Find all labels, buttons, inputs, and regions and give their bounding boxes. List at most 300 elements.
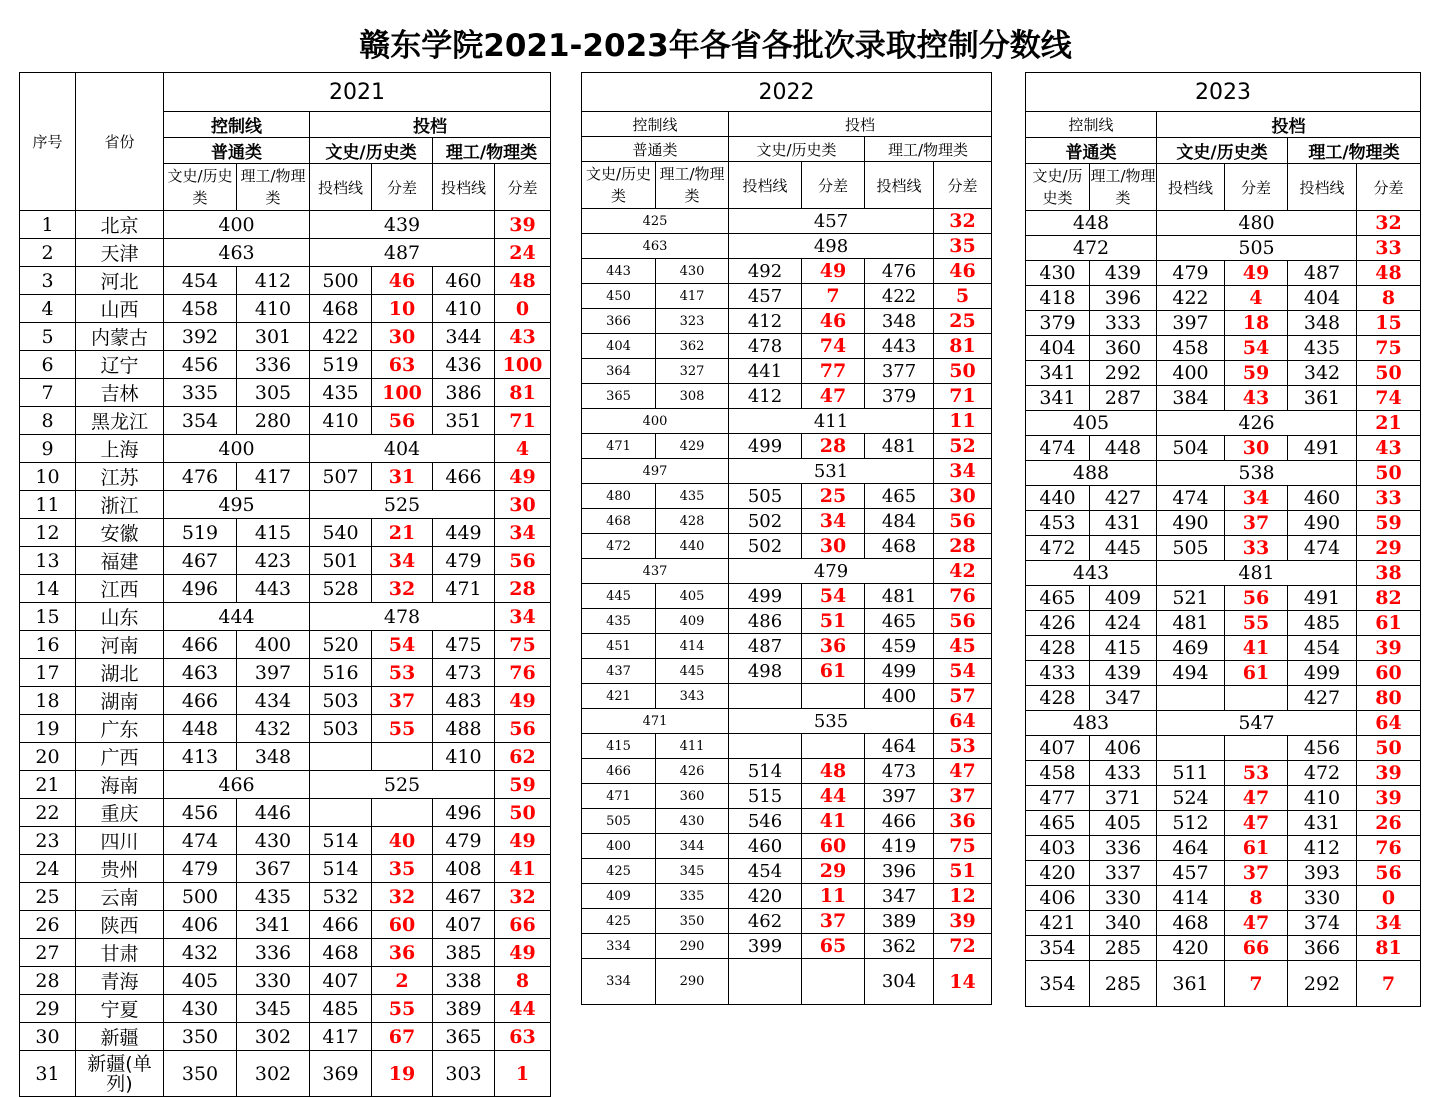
diff-wenshi-value: 100 xyxy=(372,379,433,407)
toudang-wenshi-value: 490 xyxy=(1157,511,1225,536)
toudang-ligong-value: 465 xyxy=(865,484,934,509)
diff-ligong-value: 46 xyxy=(934,259,992,284)
row-province: 云南 xyxy=(76,883,164,911)
toudang-wenshi-value: 454 xyxy=(729,859,802,884)
header-ligong-sub: 理工/物理类 xyxy=(1090,167,1156,207)
table-row xyxy=(20,435,551,463)
control-line-value: 483 xyxy=(1026,711,1157,736)
toudang-wenshi-value: 410 xyxy=(310,407,372,435)
header-ligong-sub: 理工/物理类 xyxy=(240,167,306,207)
row-province: 黑龙江 xyxy=(76,407,164,435)
diff-ligong-value: 56 xyxy=(495,547,551,575)
toudang-wenshi-value: 514 xyxy=(729,759,802,784)
control-wenshi-value: 479 xyxy=(164,855,237,883)
header-toudang: 投档 xyxy=(310,112,551,138)
toudang-ligong-value: 338 xyxy=(433,967,495,995)
diff-ligong-value: 71 xyxy=(495,407,551,435)
control-ligong-value: 335 xyxy=(656,884,729,909)
toudang-wenshi-value: 422 xyxy=(1157,286,1225,311)
control-wenshi-value: 477 xyxy=(1026,786,1090,811)
toudang-ligong-value: 361 xyxy=(1288,386,1357,411)
control-ligong-value: 360 xyxy=(656,784,729,809)
control-wenshi-value: 406 xyxy=(1026,886,1090,911)
toudang-ligong-value: 410 xyxy=(433,295,495,323)
toudang-ligong-value: 490 xyxy=(1288,511,1357,536)
table-row xyxy=(1026,911,1421,936)
control-ligong-value: 337 xyxy=(1090,861,1157,886)
toudang-ligong-value: 397 xyxy=(865,784,934,809)
diff-wenshi-value: 37 xyxy=(1225,861,1288,886)
toudang-wenshi-value: 412 xyxy=(729,309,802,334)
control-ligong-value: 323 xyxy=(656,309,729,334)
toudang-line-value: 547 xyxy=(1157,711,1357,736)
diff-ligong-value: 39 xyxy=(934,909,992,934)
table-row xyxy=(582,709,992,734)
row-province: 重庆 xyxy=(76,799,164,827)
toudang-line-value: 525 xyxy=(310,771,495,799)
table-row xyxy=(20,575,551,603)
control-wenshi-value: 354 xyxy=(1026,936,1090,961)
control-ligong-value: 367 xyxy=(237,855,310,883)
table-row xyxy=(582,334,992,359)
toudang-ligong-value: 386 xyxy=(433,379,495,407)
diff-value: 64 xyxy=(1357,711,1421,736)
table-row xyxy=(1026,961,1421,1007)
toudang-ligong-value: 377 xyxy=(865,359,934,384)
diff-ligong-value: 75 xyxy=(495,631,551,659)
diff-ligong-value: 50 xyxy=(495,799,551,827)
row-province: 内蒙古 xyxy=(76,323,164,351)
table-row xyxy=(1026,336,1421,361)
table-row xyxy=(582,259,992,284)
diff-ligong-value: 0 xyxy=(1357,886,1421,911)
diff-ligong-value: 49 xyxy=(495,687,551,715)
diff-ligong-value: 82 xyxy=(1357,586,1421,611)
diff-wenshi-value: 61 xyxy=(1225,661,1288,686)
diff-ligong-value: 63 xyxy=(495,1023,551,1051)
header-toudang-line: 投档线 xyxy=(1288,164,1357,211)
row-province: 河南 xyxy=(76,631,164,659)
diff-ligong-value: 0 xyxy=(495,295,551,323)
header-diff: 分差 xyxy=(802,162,865,209)
row-index: 17 xyxy=(20,659,76,687)
toudang-ligong-value: 389 xyxy=(865,909,934,934)
control-ligong-value: 431 xyxy=(1090,511,1157,536)
toudang-wenshi-value: 501 xyxy=(310,547,372,575)
control-line-value: 444 xyxy=(164,603,310,631)
row-province: 安徽 xyxy=(76,519,164,547)
control-ligong-value: 302 xyxy=(237,1051,310,1097)
diff-ligong-value: 28 xyxy=(934,534,992,559)
toudang-ligong-value: 422 xyxy=(865,284,934,309)
control-line-value: 443 xyxy=(1026,561,1157,586)
header-toudang-line: 投档线 xyxy=(729,162,802,209)
table-row xyxy=(20,687,551,715)
control-ligong-value: 423 xyxy=(237,547,310,575)
toudang-ligong-value: 479 xyxy=(433,827,495,855)
control-wenshi-value: 418 xyxy=(1026,286,1090,311)
control-wenshi-value: 379 xyxy=(1026,311,1090,336)
toudang-ligong-value: 460 xyxy=(1288,486,1357,511)
toudang-wenshi-value: 499 xyxy=(729,434,802,459)
row-index: 16 xyxy=(20,631,76,659)
header-wenshi-sub: 文史/历史类 xyxy=(585,165,652,205)
toudang-wenshi-value: 505 xyxy=(1157,536,1225,561)
table-row xyxy=(1026,561,1421,586)
table-2021 xyxy=(19,72,551,1097)
table-row xyxy=(1026,286,1421,311)
row-province: 广西 xyxy=(76,743,164,771)
diff-ligong-value: 30 xyxy=(934,484,992,509)
diff-ligong-value: 7 xyxy=(1357,961,1421,1007)
table-row xyxy=(1026,736,1421,761)
diff-value: 32 xyxy=(1357,211,1421,236)
control-wenshi-value: 364 xyxy=(582,359,656,384)
header-toudang: 投档 xyxy=(729,112,992,137)
table-row xyxy=(1026,836,1421,861)
control-wenshi-value: 454 xyxy=(164,267,237,295)
toudang-ligong-value: 491 xyxy=(1288,586,1357,611)
diff-ligong-value: 44 xyxy=(495,995,551,1023)
row-index: 23 xyxy=(20,827,76,855)
header-toudang-line: 投档线 xyxy=(433,164,495,211)
toudang-ligong-value: 467 xyxy=(433,883,495,911)
row-index: 18 xyxy=(20,687,76,715)
control-ligong-value: 427 xyxy=(1090,486,1157,511)
diff-wenshi-value: 41 xyxy=(802,809,865,834)
table-row xyxy=(582,809,992,834)
table-row xyxy=(1026,511,1421,536)
table-row xyxy=(582,509,992,534)
table-row xyxy=(20,491,551,519)
header-diff: 分差 xyxy=(934,162,992,209)
header-wenshi-sub: 文史/历史类 xyxy=(1032,167,1083,207)
row-province: 山东 xyxy=(76,603,164,631)
table-row xyxy=(1026,236,1421,261)
diff-ligong-value: 76 xyxy=(1357,836,1421,861)
control-line-value: 405 xyxy=(1026,411,1157,436)
toudang-wenshi-value: 468 xyxy=(310,295,372,323)
control-wenshi-value: 467 xyxy=(164,547,237,575)
table-row xyxy=(1026,211,1421,236)
diff-wenshi-value: 49 xyxy=(802,259,865,284)
row-province: 青海 xyxy=(76,967,164,995)
row-province: 河北 xyxy=(76,267,164,295)
table-row xyxy=(582,434,992,459)
control-ligong-value: 410 xyxy=(237,295,310,323)
control-ligong-value: 434 xyxy=(237,687,310,715)
table-row xyxy=(20,295,551,323)
diff-ligong-value: 15 xyxy=(1357,311,1421,336)
control-ligong-value: 405 xyxy=(1090,811,1157,836)
header-control-line: 控制线 xyxy=(1026,112,1157,138)
control-wenshi-value: 471 xyxy=(582,434,656,459)
control-ligong-value: 290 xyxy=(656,934,729,959)
toudang-wenshi-value xyxy=(729,734,802,759)
toudang-wenshi-value xyxy=(310,799,372,827)
toudang-line-value: 505 xyxy=(1157,236,1357,261)
diff-wenshi-value: 54 xyxy=(802,584,865,609)
row-index: 10 xyxy=(20,463,76,491)
diff-wenshi-value: 77 xyxy=(802,359,865,384)
diff-wenshi-value xyxy=(1225,736,1288,761)
diff-wenshi-value: 30 xyxy=(1225,436,1288,461)
toudang-ligong-value: 400 xyxy=(865,684,934,709)
toudang-ligong-value: 487 xyxy=(1288,261,1357,286)
table-row xyxy=(20,799,551,827)
table-row xyxy=(582,309,992,334)
toudang-wenshi-value: 505 xyxy=(729,484,802,509)
header-toudang-line: 投档线 xyxy=(1157,164,1225,211)
toudang-wenshi-value: 516 xyxy=(310,659,372,687)
table-row xyxy=(1026,711,1421,736)
control-line-value: 466 xyxy=(164,771,310,799)
toudang-ligong-value: 499 xyxy=(865,659,934,684)
control-wenshi-value: 335 xyxy=(164,379,237,407)
toudang-ligong-value: 427 xyxy=(1288,686,1357,711)
diff-ligong-value: 66 xyxy=(495,911,551,939)
diff-ligong-value: 28 xyxy=(495,575,551,603)
table-row xyxy=(20,1051,551,1097)
toudang-ligong-value: 385 xyxy=(433,939,495,967)
toudang-ligong-value: 365 xyxy=(433,1023,495,1051)
diff-wenshi-value: 61 xyxy=(802,659,865,684)
diff-ligong-value: 56 xyxy=(934,609,992,634)
diff-wenshi-value: 7 xyxy=(802,284,865,309)
toudang-wenshi-value: 524 xyxy=(1157,786,1225,811)
row-index: 3 xyxy=(20,267,76,295)
control-wenshi-value: 476 xyxy=(164,463,237,491)
toudang-wenshi-value: 512 xyxy=(1157,811,1225,836)
toudang-ligong-value: 460 xyxy=(433,267,495,295)
header-ligong: 理工/物理类 xyxy=(433,138,551,164)
diff-ligong-value: 76 xyxy=(495,659,551,687)
diff-ligong-value: 39 xyxy=(1357,636,1421,661)
diff-value: 38 xyxy=(1357,561,1421,586)
control-ligong-value: 343 xyxy=(656,684,729,709)
diff-wenshi-value: 74 xyxy=(802,334,865,359)
diff-wenshi-value: 29 xyxy=(802,859,865,884)
diff-ligong-value: 8 xyxy=(1357,286,1421,311)
control-wenshi-value: 463 xyxy=(164,659,237,687)
diff-ligong-value: 80 xyxy=(1357,686,1421,711)
control-wenshi-value: 334 xyxy=(582,934,656,959)
toudang-wenshi-value xyxy=(1157,736,1225,761)
table-row xyxy=(1026,661,1421,686)
table-row xyxy=(1026,811,1421,836)
diff-wenshi-value: 47 xyxy=(1225,811,1288,836)
toudang-wenshi-value: 481 xyxy=(1157,611,1225,636)
toudang-wenshi-value: 369 xyxy=(310,1051,372,1097)
diff-value: 35 xyxy=(934,234,992,259)
diff-ligong-value: 72 xyxy=(934,934,992,959)
toudang-line-value: 457 xyxy=(729,209,934,234)
toudang-ligong-value: 351 xyxy=(433,407,495,435)
table-row xyxy=(20,323,551,351)
table-row xyxy=(20,771,551,799)
toudang-wenshi-value: 464 xyxy=(1157,836,1225,861)
control-wenshi-value: 334 xyxy=(582,959,656,1005)
control-line-value: 400 xyxy=(582,409,729,434)
control-wenshi-value: 466 xyxy=(582,759,656,784)
control-wenshi-value: 437 xyxy=(582,659,656,684)
control-wenshi-value: 400 xyxy=(582,834,656,859)
control-wenshi-value: 341 xyxy=(1026,361,1090,386)
toudang-ligong-value: 496 xyxy=(433,799,495,827)
control-line-value: 448 xyxy=(1026,211,1157,236)
table-row xyxy=(20,883,551,911)
table-row xyxy=(582,634,992,659)
control-ligong-value: 308 xyxy=(656,384,729,409)
toudang-line-value: 535 xyxy=(729,709,934,734)
table-row xyxy=(20,351,551,379)
table-row xyxy=(582,659,992,684)
diff-ligong-value: 76 xyxy=(934,584,992,609)
header-wenshi: 文史/历史类 xyxy=(310,138,433,164)
control-wenshi-value: 421 xyxy=(1026,911,1090,936)
table-row xyxy=(20,519,551,547)
diff-ligong-value: 32 xyxy=(495,883,551,911)
diff-wenshi-value: 19 xyxy=(372,1051,433,1097)
table-row xyxy=(582,484,992,509)
control-line-value: 472 xyxy=(1026,236,1157,261)
control-wenshi-value: 450 xyxy=(582,284,656,309)
toudang-wenshi-value: 514 xyxy=(310,827,372,855)
row-province: 宁夏 xyxy=(76,995,164,1023)
table-row xyxy=(1026,311,1421,336)
control-wenshi-value: 430 xyxy=(1026,261,1090,286)
row-index: 9 xyxy=(20,435,76,463)
control-wenshi-value: 505 xyxy=(582,809,656,834)
control-ligong-value: 417 xyxy=(237,463,310,491)
diff-ligong-value: 51 xyxy=(934,859,992,884)
control-wenshi-value: 350 xyxy=(164,1051,237,1097)
header-diff: 分差 xyxy=(1357,164,1421,211)
control-ligong-value: 448 xyxy=(1090,436,1157,461)
control-ligong-value: 432 xyxy=(237,715,310,743)
toudang-ligong-value: 330 xyxy=(1288,886,1357,911)
diff-wenshi-value: 47 xyxy=(1225,911,1288,936)
header-toudang-line: 投档线 xyxy=(310,164,372,211)
table-row xyxy=(1026,936,1421,961)
control-ligong-value: 430 xyxy=(237,827,310,855)
control-ligong-value: 305 xyxy=(237,379,310,407)
toudang-ligong-value: 366 xyxy=(1288,936,1357,961)
row-index: 20 xyxy=(20,743,76,771)
toudang-line-value: 478 xyxy=(310,603,495,631)
toudang-line-value: 439 xyxy=(310,211,495,239)
toudang-wenshi-value: 417 xyxy=(310,1023,372,1051)
table-row xyxy=(20,211,551,239)
toudang-wenshi-value: 503 xyxy=(310,715,372,743)
row-index: 15 xyxy=(20,603,76,631)
diff-value: 42 xyxy=(934,559,992,584)
toudang-wenshi-value: 479 xyxy=(1157,261,1225,286)
diff-wenshi-value xyxy=(802,734,865,759)
toudang-ligong-value: 348 xyxy=(865,309,934,334)
diff-ligong-value: 37 xyxy=(934,784,992,809)
toudang-wenshi-value: 478 xyxy=(729,334,802,359)
control-wenshi-value: 426 xyxy=(1026,611,1090,636)
diff-wenshi-value: 33 xyxy=(1225,536,1288,561)
table-row xyxy=(582,234,992,259)
toudang-ligong-value: 410 xyxy=(433,743,495,771)
diff-wenshi-value: 11 xyxy=(802,884,865,909)
toudang-wenshi-value: 384 xyxy=(1157,386,1225,411)
toudang-wenshi-value: 494 xyxy=(1157,661,1225,686)
table-row xyxy=(1026,536,1421,561)
header-putong: 普通类 xyxy=(1026,138,1157,164)
toudang-ligong-value: 481 xyxy=(865,434,934,459)
diff-ligong-value: 8 xyxy=(495,967,551,995)
control-wenshi-value: 468 xyxy=(582,509,656,534)
diff-value: 34 xyxy=(495,603,551,631)
toudang-wenshi-value: 519 xyxy=(310,351,372,379)
toudang-ligong-value: 499 xyxy=(1288,661,1357,686)
toudang-ligong-value: 466 xyxy=(865,809,934,834)
control-wenshi-value: 366 xyxy=(582,309,656,334)
header-wenshi: 文史/历史类 xyxy=(1157,138,1288,164)
diff-wenshi-value: 56 xyxy=(1225,586,1288,611)
diff-wenshi-value: 60 xyxy=(372,911,433,939)
table-row xyxy=(20,239,551,267)
diff-wenshi-value: 4 xyxy=(1225,286,1288,311)
table-row xyxy=(20,855,551,883)
control-line-value: 497 xyxy=(582,459,729,484)
toudang-ligong-value: 443 xyxy=(865,334,934,359)
diff-wenshi-value: 46 xyxy=(802,309,865,334)
toudang-line-value: 538 xyxy=(1157,461,1357,486)
header-toudang-line: 投档线 xyxy=(865,162,934,209)
control-line-value: 437 xyxy=(582,559,729,584)
diff-value: 33 xyxy=(1357,236,1421,261)
row-province: 天津 xyxy=(76,239,164,267)
control-ligong-value: 405 xyxy=(656,584,729,609)
row-province: 湖南 xyxy=(76,687,164,715)
toudang-wenshi-value: 435 xyxy=(310,379,372,407)
toudang-wenshi-value: 492 xyxy=(729,259,802,284)
toudang-ligong-value: 479 xyxy=(433,547,495,575)
toudang-wenshi-value: 528 xyxy=(310,575,372,603)
table-row xyxy=(20,463,551,491)
control-ligong-value: 330 xyxy=(1090,886,1157,911)
diff-wenshi-value: 66 xyxy=(1225,936,1288,961)
control-ligong-value: 301 xyxy=(237,323,310,351)
diff-wenshi-value: 53 xyxy=(372,659,433,687)
row-province: 北京 xyxy=(76,211,164,239)
header-index: 序号 xyxy=(20,73,76,211)
toudang-ligong-value: 344 xyxy=(433,323,495,351)
table-row xyxy=(20,715,551,743)
table-row xyxy=(1026,361,1421,386)
control-ligong-value: 330 xyxy=(237,967,310,995)
table-row xyxy=(582,834,992,859)
table-row xyxy=(20,911,551,939)
diff-ligong-value: 5 xyxy=(934,284,992,309)
toudang-wenshi-value: 414 xyxy=(1157,886,1225,911)
diff-ligong-value: 53 xyxy=(934,734,992,759)
control-ligong-value: 412 xyxy=(237,267,310,295)
toudang-wenshi-value: 521 xyxy=(1157,586,1225,611)
year-header-2022: 2022 xyxy=(582,73,992,112)
diff-ligong-value: 71 xyxy=(934,384,992,409)
diff-ligong-value: 26 xyxy=(1357,811,1421,836)
toudang-ligong-value: 468 xyxy=(865,534,934,559)
diff-ligong-value: 43 xyxy=(495,323,551,351)
control-ligong-value: 348 xyxy=(237,743,310,771)
toudang-wenshi-value: 420 xyxy=(1157,936,1225,961)
toudang-ligong-value: 342 xyxy=(1288,361,1357,386)
